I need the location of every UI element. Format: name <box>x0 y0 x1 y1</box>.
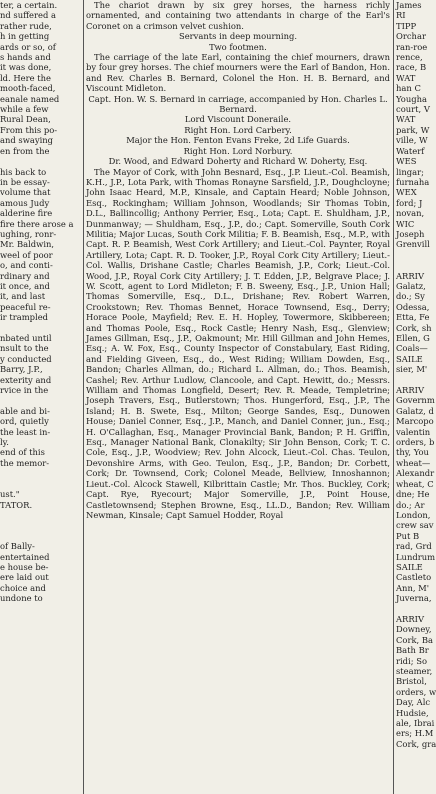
right-column <box>396 0 436 749</box>
left-column-line: TATOR. <box>0 499 33 510</box>
right-column-line: Bath Br <box>396 645 429 656</box>
left-column-line: it, and last <box>0 291 46 302</box>
right-column-line: court, V <box>396 104 430 115</box>
left-column-line: ere laid out <box>0 572 49 583</box>
left-column-line: ust." <box>0 489 20 500</box>
right-column-line <box>396 375 431 385</box>
left-column-line: rather rude, <box>0 20 52 31</box>
left-column-line <box>0 468 80 478</box>
right-column-line: WEX <box>396 187 417 198</box>
right-column-line: Odessa, <box>396 301 430 312</box>
right-column-line: RI <box>396 10 406 21</box>
left-column-line: in be essay- <box>0 176 50 187</box>
left-column-line: mooth-faced, <box>0 83 56 94</box>
left-column-line: exterity and <box>0 374 52 385</box>
left-column-line: his back to <box>0 166 47 177</box>
right-column-line: Galatz, d <box>396 405 434 416</box>
left-column-line: undone to <box>0 593 43 604</box>
right-column-line: do.; Sy <box>396 291 425 302</box>
right-column-line <box>396 260 431 270</box>
left-column-line: ld. Here the <box>0 72 51 83</box>
left-column-line: of Bally- <box>0 541 35 552</box>
right-column-line: Grenvill <box>396 239 430 250</box>
right-column-line: park, W <box>396 124 430 135</box>
right-column-line: Ann, M' <box>396 582 430 593</box>
right-column-line: Galatz, <box>396 280 426 291</box>
right-column-line <box>396 604 431 614</box>
left-column-line: alderine fire <box>0 208 53 219</box>
right-column-line: rad, Grd <box>396 541 432 552</box>
right-column-line: Cork, gra <box>396 738 436 749</box>
right-column-line: Alexandr <box>396 468 435 479</box>
right-column-line: SAILE <box>396 353 423 364</box>
norbury-line: Right Hon. Lord Norbury. <box>183 145 293 156</box>
left-column-line <box>0 520 80 530</box>
left-column-line: choice and <box>0 582 46 593</box>
left-column-line <box>0 531 80 541</box>
right-column-line: Yougha <box>396 93 427 104</box>
left-column <box>0 0 80 604</box>
left-column-line: fire there arose a <box>0 218 74 229</box>
chief-mourners-paragraph: The carriage of the late Earl, containing the chief mourners, drawn by four grey horses. The chief mourners were the Earl of Bandon, Hon. and Rev. Charles B. Bernard, Colonel the Hon. H. B. Bernard, and Viscount Midleton. <box>86 52 390 94</box>
right-column-line: Cork, Ba <box>396 634 434 645</box>
left-column-line: ord, quietly <box>0 416 49 427</box>
column-rule-left <box>83 0 84 794</box>
right-column-line: lingar; <box>396 166 424 177</box>
left-column-line: end of this <box>0 447 45 458</box>
left-column-line: nd suffered a <box>0 10 56 21</box>
left-column-line: rdinary and <box>0 270 50 281</box>
funeral-procession-column <box>86 0 390 520</box>
right-column-line: London, <box>396 509 431 520</box>
right-column-line: novan, <box>396 208 425 219</box>
right-column-line: furnaha <box>396 176 430 187</box>
left-column-line: ir trampled <box>0 312 49 323</box>
left-column-line: y conducted <box>0 353 52 364</box>
left-column-line: Barry, J.P., <box>0 364 43 375</box>
left-column-line: while a few <box>0 104 49 115</box>
right-column-line: Lundrum <box>396 551 436 562</box>
left-column-line: the memor- <box>0 457 50 468</box>
right-column-line: WES <box>396 156 417 167</box>
right-column-line: ARRIV <box>396 270 425 281</box>
right-column-line: wheat— <box>396 457 431 468</box>
right-column-line: Hudsie, <box>396 707 429 718</box>
right-column-line: han C <box>396 83 421 94</box>
right-column-line: ridi; So <box>396 655 427 666</box>
right-column-line: orders, w <box>396 686 436 697</box>
right-column-line: Juverna, <box>396 593 432 604</box>
left-column-line <box>0 323 80 333</box>
doneraile-line: Lord Viscount Doneraile. <box>184 114 292 125</box>
right-column-line: Governm <box>396 395 435 406</box>
footmen-line: Two footmen. <box>209 41 267 52</box>
left-column-line: Mr. Baldwin, <box>0 239 55 250</box>
freke-line: Major the Hon. Fenton Evans Freke, 2d Life Guards. <box>126 135 350 146</box>
right-column-line: sier, M' <box>396 364 428 375</box>
servants-line: Servants in deep mourning. <box>178 31 298 42</box>
left-column-line: h in getting <box>0 31 50 42</box>
right-column-line: James <box>396 0 422 10</box>
right-column-line: SAILE <box>396 561 423 572</box>
left-column-line: en from the <box>0 145 50 156</box>
left-column-line: nsult to the <box>0 343 49 354</box>
left-column-line: ter, a certain. <box>0 0 58 10</box>
left-column-line: weel of poor <box>0 249 53 260</box>
right-column-line: ford; J <box>396 197 423 208</box>
left-column-line: ly. <box>0 437 9 448</box>
right-column-line: ale, Ibrai <box>396 718 435 729</box>
left-column-line <box>0 395 80 405</box>
right-column-line: Waterf <box>396 145 425 156</box>
left-column-line: o, and conti- <box>0 260 53 271</box>
right-column-line: Orchar <box>396 31 426 42</box>
left-column-line: eanale named <box>0 93 60 104</box>
right-column-line: ville, W <box>396 135 428 146</box>
left-column-line: the least in- <box>0 426 51 437</box>
right-column-line: rence, <box>396 52 423 63</box>
chariot-paragraph: The chariot drawn by six grey horses, the harness richly ornamented, and containing two attendants in charge of the Earl's Coronet on a crimson velvet cushion. <box>86 0 390 31</box>
right-column-line: Day, Alc <box>396 697 431 708</box>
right-column-line: race, B <box>396 62 427 73</box>
right-column-line <box>396 250 431 260</box>
right-column-line: wheat, C <box>396 478 434 489</box>
left-column-line: e house be- <box>0 561 49 572</box>
right-column-line: ran-roe <box>396 41 428 52</box>
right-column-line: orders, b <box>396 437 435 448</box>
left-column-line: amous Judy <box>0 197 50 208</box>
left-column-line: able and bi- <box>0 405 50 416</box>
right-column-line: Marcopo <box>396 416 434 427</box>
left-column-line: entertained <box>0 551 50 562</box>
right-column-line: Castleto <box>396 572 432 583</box>
left-column-line: and swaying <box>0 135 54 146</box>
right-column-line: Downey, <box>396 624 432 635</box>
left-column-line <box>0 510 80 520</box>
left-column-line: volume that <box>0 187 51 198</box>
right-column-line: steamer, <box>396 666 433 676</box>
right-column-line: valentin <box>396 426 431 437</box>
left-column-line: peaceful re- <box>0 301 51 312</box>
right-column-line: WAT <box>396 72 416 83</box>
right-column-line: thy, You <box>396 447 429 458</box>
right-column-line: Ellen, G <box>396 333 430 343</box>
right-column-line: Coals— <box>396 343 428 354</box>
right-column-line: ARRIV <box>396 613 425 624</box>
doherty-line: Dr. Wood, and Edward Doherty and Richard W. Doherty, Esq. <box>108 156 368 167</box>
right-column-line: Etta, Fe <box>396 312 430 323</box>
left-column-line: Rural Dean, <box>0 114 51 125</box>
right-column-line: WAT <box>396 114 416 125</box>
carbery-line: Right Hon. Lord Carbery. <box>184 124 292 135</box>
attendees-paragraph: The Mayor of Cork, with John Besnard, Esq., J.P. Lieut.-Col. Beamish, K.H., J.P., Lota Park, with Thomas Ronayne Sarsfield, J.P., Doughcloyne; John Isaac Heard, M.P., Kinsale, and Captain Heard; Noble Johnson, Esq., Rockingham; William Johnson, Woodlands; Sir Thomas Tobin, D.L., Ballincollig; Anthony Perrier, Esq., Lota; Capt. E. Shuldham, J.P., Dunmanway; — Shuldham, Esq., J.P., do.; Capt. Somerville, South Cork Militia; Major Lucas, South Cork Militia; F. B. Beamish, Esq., M.P., with Capt. R. P. Beamish, West Cork Artillery; and Lieut.-Col. Paynter, Royal Artillery, Lota; Capt. R. D. Tooker, J.P., Royal Cork City Artillery; Lieut.-Col. Wallis, Drishane Castle; Charles Beamish, J.P., Cork; Lieut.-Col. Wood, J.P., Royal Cork City Artillery; J. T. Edden, J.P., Belgrave Place; J. W. Scott, agent to Lord Midleton; F. B. Sweeny, Esq., J.P., Union Hall; Thomas Somerville, Esq., D.L., Drishane; Rev. Robert Warren, Crookstown; Rev. Thomas Bennet, Horace Townsend, Esq., Derry; Horace Poole, Mayfield; Rev. E. H. Hopley, Towermore, Skibbereen; and Thomas Poole, Esq., Rock Castle; Henry Nash, Esq., Glenview; James Gillman, Esq., J.P., Oakmount; Mr. Hill Gillman and John Hemes, Esq.; A. W. Fox, Esq., County Inspector of Constabulary, East Riding, and Fielding Giveen, Esq., do., West Riding; William Dowden, Esq., Bandon; Charles Allman, do.; Richard L. Allman, do.; Thos. Beamish, Cashel; Rev. Arthur Ludlow, Clancoole, and Capt. Hewitt, do.; Messrs. William and Thomas Longfield, Desert; Rev. R. Meade, Templetrine; Joseph Travers, Esq., Butlerstown; Thos. Hungerford, Esq., J.P., The Island; H. B. Swete, Esq., Milton; George Sandes, Esq., Dunowen House; Daniel Conner, Esq., J.P., Manch, and Daniel Conner, jun., Esq.; H. O'Callaghan, Esq., Manager Provincial Bank, Bandon; P. H. Griffin, Esq., Manager National Bank, Clonakilty; Sir John Benson, Cork; T. C. Cole, Esq., J.P., Woodview; Rev. John Alcock, Lieut.-Col. Chas. Teulon, Devonshire Arms, with Geo. Teulon, Esq., J.P., Bandon; Dr. Corbett, Cork; Dr. Townsend, Cork; Colonel Meade, Bellview, Innoshannon; Lieut.-Col. Alcock Stawell, Kilbrittain Castle; Mr. Thos. Buckley, Cork; Capt. Rye, Ryecourt; Major Somerville, J.P., Point House, Castletownsend; Stephen Browne, Esq., LL.D., Bandon; Rev. William Newman, Kinsale; Capt Samuel Hodder, Royal <box>86 166 390 520</box>
left-column-line: ards or so, of <box>0 41 56 52</box>
right-column-line: Joseph <box>396 228 425 239</box>
left-column-line <box>0 156 80 166</box>
bernard-carriage-line: Capt. Hon. W. S. Bernard in carriage, accompanied by Hon. Charles L. Bernard. <box>88 93 388 115</box>
left-column-line: it was done, <box>0 62 52 73</box>
left-column-line <box>0 479 80 489</box>
left-column-line: s hands and <box>0 52 51 63</box>
column-rule-right <box>393 0 394 794</box>
left-column-line: nbated until <box>0 333 52 343</box>
right-column-line: do.; Ar <box>396 499 425 510</box>
right-column-line: Put B <box>396 530 420 541</box>
right-column-line: TIPP <box>396 20 417 31</box>
right-column-line: dne; He <box>396 489 430 500</box>
left-column-line: it once, and <box>0 280 50 291</box>
right-column-line: ers; H.M <box>396 728 434 739</box>
right-column-line: WIC <box>396 218 415 229</box>
right-column-line: Cork, sh <box>396 322 432 333</box>
right-column-line: Bristol, <box>396 676 427 687</box>
left-column-line: ughing, ronr- <box>0 228 57 239</box>
left-column-line: rvice in the <box>0 385 49 396</box>
left-column-line: From this po- <box>0 124 58 135</box>
right-column-line: crew sav <box>396 520 434 531</box>
right-column-line: ARRIV <box>396 385 425 396</box>
